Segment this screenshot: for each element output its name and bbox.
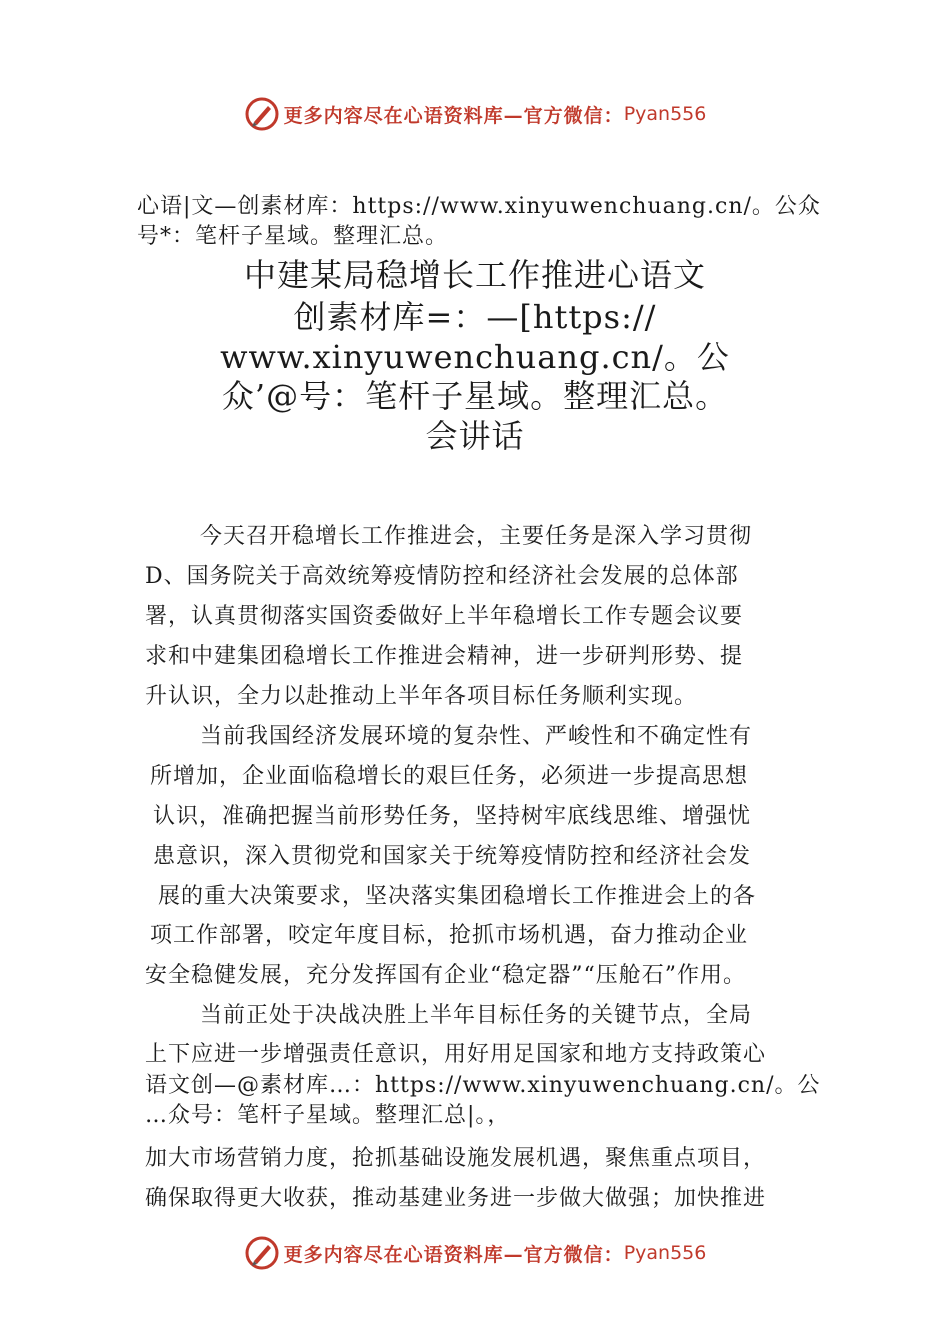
header-note-line-2: 号*：笔杆子星域。整理汇总。 [137,224,449,249]
body-line: D、国务院关于高效统筹疫情防控和经济社会发展的总体部 [145,564,739,589]
body-line: 加大市场营销力度，抢抓基础设施发展机遇，聚焦重点项目， [145,1146,767,1171]
body-line: 求和中建集团稳增长工作推进会精神，进一步研判形势、提 [145,644,744,669]
banner-text: 更多内容尽在心语资料库— [283,1243,524,1266]
banner-wechat-id: Pyan556 [623,103,707,125]
banner-text: 更多内容尽在心语资料库— [283,104,524,127]
body-line: 安全稳健发展，充分发挥国有企业“稳定器”“压舱石”作用。 [145,963,746,988]
body-line: 患意识，深入贯彻党和国家关于统筹疫情防控和经济社会发 [153,844,752,869]
body-line: 所增加，企业面临稳增长的艰巨任务，必须进一步提高思想 [150,764,749,789]
pen-logo-icon [244,96,280,132]
banner-wechat-id: Pyan556 [623,1242,707,1264]
title-line-5: 会讲话 [425,417,525,455]
body-line: 展的重大决策要求，坚决落实集团稳增长工作推进会上的各 [158,884,757,909]
pen-logo-icon [244,1235,280,1271]
body-line: 当前我国经济发展环境的复杂性、严峻性和不确定性有 [200,724,753,749]
body-line: …众号：笔杆子星域。整理汇总|。， [145,1103,511,1128]
body-line: 当前正处于决战决胜上半年目标任务的关键节点，全局 [200,1003,753,1028]
body-line: 署，认真贯彻落实国资委做好上半年稳增长工作专题会议要 [145,604,744,629]
body-line: 项工作部署，咬定年度目标，抢抓市场机遇，奋力推动企业 [150,923,749,948]
body-line: 今天召开稳增长工作推进会，主要任务是深入学习贯彻 [200,524,753,549]
title-line-4: 众’@号：笔杆子星域。整理汇总。 [221,377,729,415]
header-note-line-1: 心语|文—创素材库：https://www.xinyuwenchuang.cn/。公众 [137,194,821,219]
title-line-3: www.xinyuwenchuang.cn/。公 [220,338,730,376]
banner-wechat-label: 官方微信： [523,104,624,127]
banner-wechat-label: 官方微信： [523,1243,624,1266]
body-line: 上下应进一步增强责任意识，用好用足国家和地方支持政策心 [145,1042,767,1067]
body-line: 认识，准确把握当前形势任务，坚持树牢底线思维、增强忧 [153,804,752,829]
body-line: 语文创—@素材库…：https://www.xinyuwenchuang.cn/。公 [145,1073,821,1098]
footer-banner [0,1233,950,1273]
body-line: 升认识，全力以赴推动上半年各项目标任务顺利实现。 [145,684,698,709]
title-line-1: 中建某局稳增长工作推进心语文 [243,256,706,294]
title-line-2: 创素材库=：—[https:// [293,298,657,336]
header-banner [0,94,950,134]
body-line: 确保取得更大收获，推动基建业务进一步做大做强；加快推进 [145,1186,767,1211]
